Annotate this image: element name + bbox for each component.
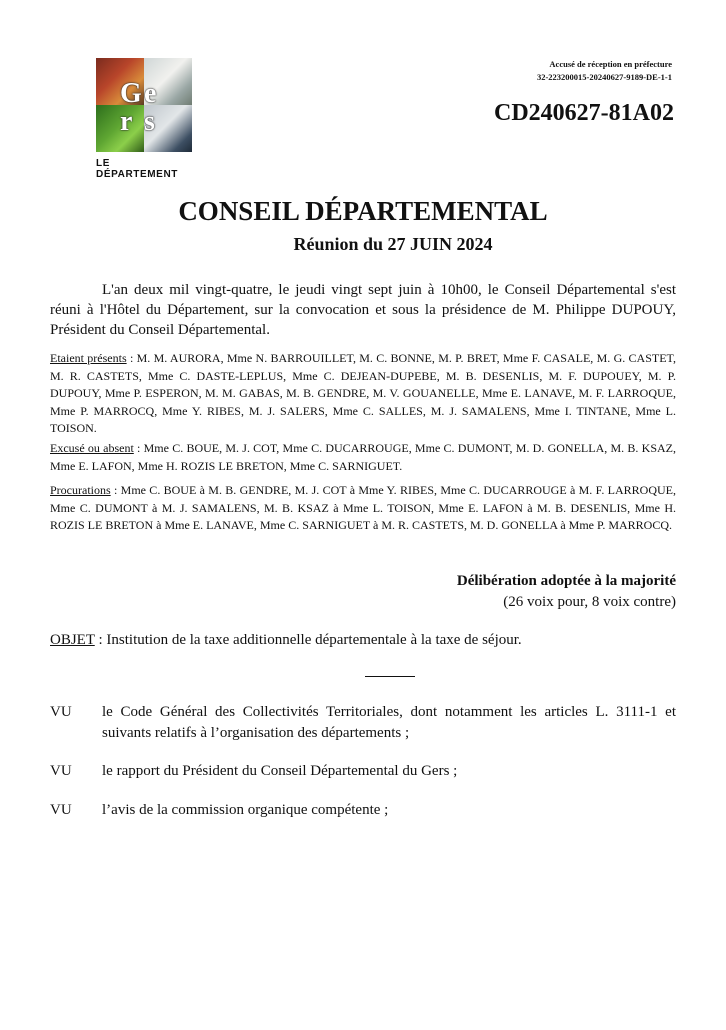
subject <box>50 632 522 649</box>
document-title: CONSEIL DÉPARTEMENTAL <box>178 196 548 226</box>
proxies-list: Mme C. BOUE à M. B. GENDRE, M. J. COT à Mme Y. RIBES, Mme C. DUCARROUGE à M. F. LARROQUE, Mme C. DUMONT à M. J. SAMALENS, M. B. KSAZ à Mme L. TOISON, Mme E. LAFON à M. B. DESENLIS, Mme H. ROZIS LE BRETON à Mme E. LANAVE, Mme C. SARNIGUET à M. R. CASTETS, M. D. GONELLA à Mme P. MARROCQ. <box>50 483 676 532</box>
intro-paragraph: L'an deux mil vingt-quatre, le jeudi vingt sept juin à 10h00, le Conseil Départemental s'est réuni à l'Hôtel du Département, sur la convocation et sous la présidence de M. Philippe DUPOUY, Président du Conseil Départemental. <box>50 282 676 338</box>
logo-letter-s: s <box>144 106 155 137</box>
logo-caption: LE DÉPARTEMENT <box>96 158 178 180</box>
vu-keyword: VU <box>50 763 72 779</box>
deliberation-reference: CD240627-81A02 <box>494 100 674 126</box>
present-separator: : <box>126 351 137 365</box>
receipt-number: 32-223200015-20240627-9189-DE-1-1 <box>536 72 672 82</box>
receipt-label: Accusé de réception en préfecture <box>549 59 672 69</box>
vu-text: le rapport du Président du Conseil Départemental du Gers ; <box>102 763 458 779</box>
subject-label: OBJET <box>50 632 95 648</box>
present-label: Etaient présents <box>50 351 127 365</box>
vu-item <box>50 761 676 782</box>
logo-mosaic <box>96 58 192 152</box>
present-list: M. M. AURORA, Mme N. BARROUILLET, M. C. BONNE, M. P. BRET, Mme F. CASALE, M. G. CASTET, M. R. CASTETS, Mme C. DASTE-LEPLUS, Mme C. DEJEAN-DUPEBE, M. B. DESENLIS, M. F. DUPOUEY, M. P. DUPOUY, Mme P. ESPERON, M. M. GABAS, M. B. GENDRE, M. V. GOUANELLE, Mme E. LANAVE, M. F. LARROQUE, Mme P. MARROCQ, Mme Y. RIBES, M. J. SALERS, Mme C. SALLES, M. J. SAMALENS, Mme I. TINTANE, Mme L. TOISON. <box>50 351 676 435</box>
vu-keyword: VU <box>50 802 72 818</box>
vu-item <box>50 800 676 821</box>
present-members <box>50 350 676 438</box>
vu-item <box>50 702 676 744</box>
vu-text: l’avis de la commission organique compétente ; <box>102 802 389 818</box>
excused-list: Mme C. BOUE, M. J. COT, Mme C. DUCARROUGE, Mme C. DUMONT, M. D. GONELLA, M. B. KSAZ, Mme E. LAFON, Mme H. ROZIS LE BRETON, Mme C. SARNIGUET. <box>50 441 676 473</box>
department-logo <box>96 58 194 180</box>
meeting-date: Réunion du 27 JUIN 2024 <box>293 234 493 254</box>
logo-letter-g: G <box>120 78 142 109</box>
vote-count: (26 voix pour, 8 voix contre) <box>503 594 676 610</box>
logo-letter-e: e <box>144 78 157 109</box>
vu-text: le Code Général des Collectivités Territoriales, dont notamment les articles L. 3111-1 et suivants relatifs à l’organisation des départements ; <box>102 704 676 741</box>
vote-result <box>457 571 676 613</box>
proxies-label: Procurations <box>50 483 111 497</box>
proxies-separator: : <box>110 483 121 497</box>
vu-keyword: VU <box>50 704 72 720</box>
vote-outcome: Délibération adoptée à la majorité <box>456 573 676 589</box>
section-divider <box>365 676 415 677</box>
excused-separator: : <box>133 441 144 455</box>
logo-letter-r: r <box>120 106 133 137</box>
excused-members <box>50 440 676 475</box>
prefecture-receipt <box>537 58 672 84</box>
subject-text: : Institution de la taxe additionnelle départementale à la taxe de séjour. <box>94 632 522 648</box>
proxies <box>50 482 676 535</box>
excused-label: Excusé ou absent <box>50 441 134 455</box>
